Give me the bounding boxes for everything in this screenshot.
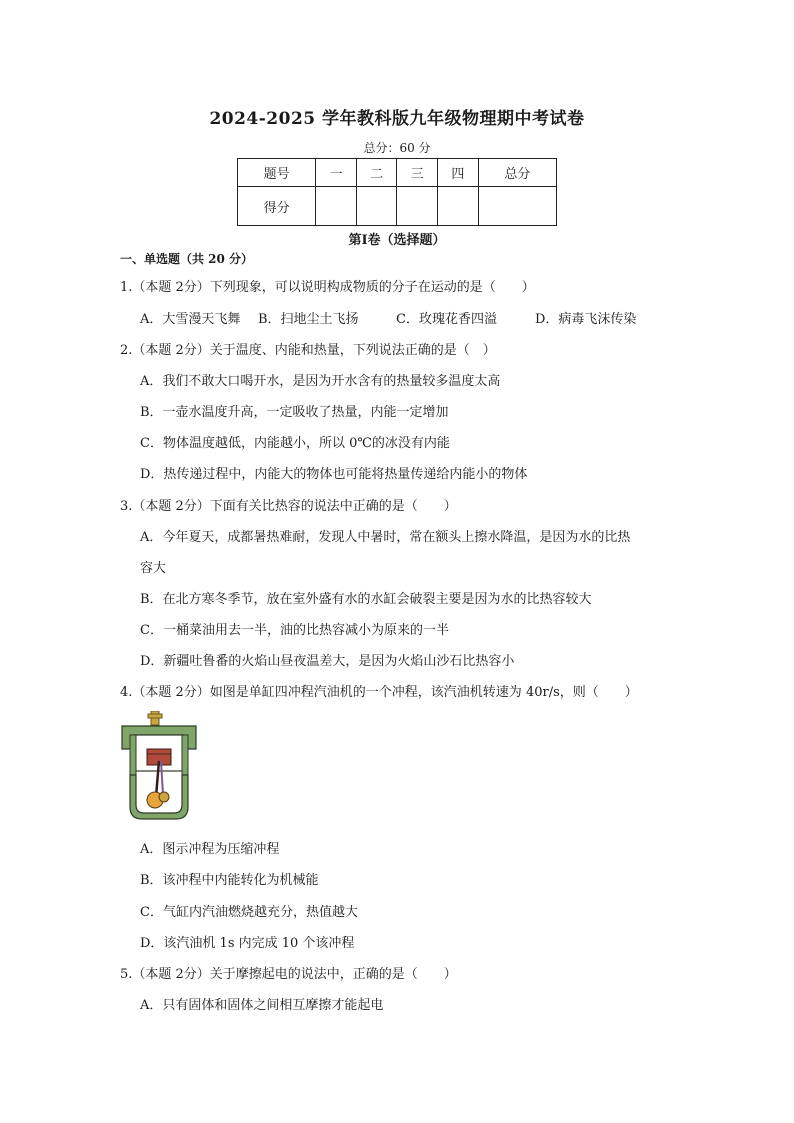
question-1-option-a: A．大雪漫天飞舞 <box>140 312 241 327</box>
question-2-stem: 2.（本题 2分）关于温度、内能和热量，下列说法正确的是（ ） <box>120 343 496 358</box>
question-5-option-a: A．只有固体和固体之间相互摩擦才能起电 <box>140 998 384 1013</box>
score-row-label: 得分 <box>238 187 316 226</box>
score-header-cell: 总分 <box>478 159 556 187</box>
score-header-cell: 一 <box>316 159 357 187</box>
exam-title: 2024-2025 学年教科版九年级物理期中考试卷 <box>209 109 585 129</box>
question-4-option-a: A．图示冲程为压缩冲程 <box>140 842 280 857</box>
spark-plug-cap <box>148 714 162 718</box>
question-3-option-c: C．一桶菜油用去一半，油的比热容减小为原来的一半 <box>140 623 449 638</box>
cylinder-wall-left <box>130 735 136 775</box>
question-2-option-d: D．热传递过程中，内能大的物体也可能将热量传递给内能小的物体 <box>140 467 528 482</box>
question-2-option-b: B．一壶水温度升高，一定吸收了热量，内能一定增加 <box>140 405 449 420</box>
score-header-cell: 题号 <box>238 159 316 187</box>
score-cell[interactable] <box>397 187 438 226</box>
question-1-option-d: D．病毒飞沫传染 <box>535 312 637 327</box>
question-4-stem: 4.（本题 2分）如图是单缸四冲程汽油机的一个冲程，该汽油机转速为 40r/s，则（ ） <box>120 685 638 700</box>
question-3-option-a: A．今年夏天，成都暑热难耐，发现人中暑时，常在额头上擦水降温，是因为水的比热 <box>140 530 631 545</box>
score-cell[interactable] <box>478 187 556 226</box>
score-table <box>237 158 557 226</box>
question-1-stem: 1.（本题 2分）下列现象，可以说明构成物质的分子在运动的是（ ） <box>120 280 535 295</box>
crank-icon <box>159 792 169 802</box>
score-header-cell: 二 <box>356 159 397 187</box>
score-cell[interactable] <box>316 187 357 226</box>
question-2-option-c: C．物体温度越低，内能越小，所以 0℃的冰没有内能 <box>140 436 450 451</box>
question-1-option-b: B．扫地尘土飞扬 <box>258 312 359 327</box>
question-3-stem: 3.（本题 2分）下面有关比热容的说法中正确的是（ ） <box>120 499 457 514</box>
question-1-option-c: C．玫瑰花香四溢 <box>396 312 497 327</box>
cylinder-wall-right <box>182 735 188 775</box>
question-1-options <box>140 308 680 326</box>
question-3-option-b: B．在北方寒冬季节，放在室外盛有水的水缸会破裂主要是因为水的比热容较大 <box>140 592 592 607</box>
question-3-option-a-continued: 容大 <box>140 561 167 576</box>
section-title: 一、单选题（共 20 分） <box>120 252 254 266</box>
question-3-option-d: D．新疆吐鲁番的火焰山昼夜温差大，是因为火焰山沙石比热容小 <box>140 654 515 669</box>
total-score: 总分：60 分 <box>363 141 431 155</box>
score-table-score-row <box>238 187 557 226</box>
question-2-option-a: A．我们不敢大口喝开水，是因为开水含有的热量较多温度太高 <box>140 374 501 389</box>
volume-title: 第Ⅰ卷（选择题） <box>348 233 446 248</box>
engine-diagram <box>118 711 200 821</box>
score-cell[interactable] <box>356 187 397 226</box>
question-4-option-b: B．该冲程中内能转化为机械能 <box>140 873 319 888</box>
score-table-header-row <box>238 159 557 187</box>
question-4-option-d: D．该汽油机 1s 内完成 10 个该冲程 <box>140 936 355 951</box>
score-header-cell: 三 <box>397 159 438 187</box>
question-4-option-c: C．气缸内汽油燃烧越充分，热值越大 <box>140 905 358 920</box>
question-5-stem: 5.（本题 2分）关于摩擦起电的说法中，正确的是（ ） <box>120 967 457 982</box>
score-cell[interactable] <box>438 187 479 226</box>
score-header-cell: 四 <box>438 159 479 187</box>
